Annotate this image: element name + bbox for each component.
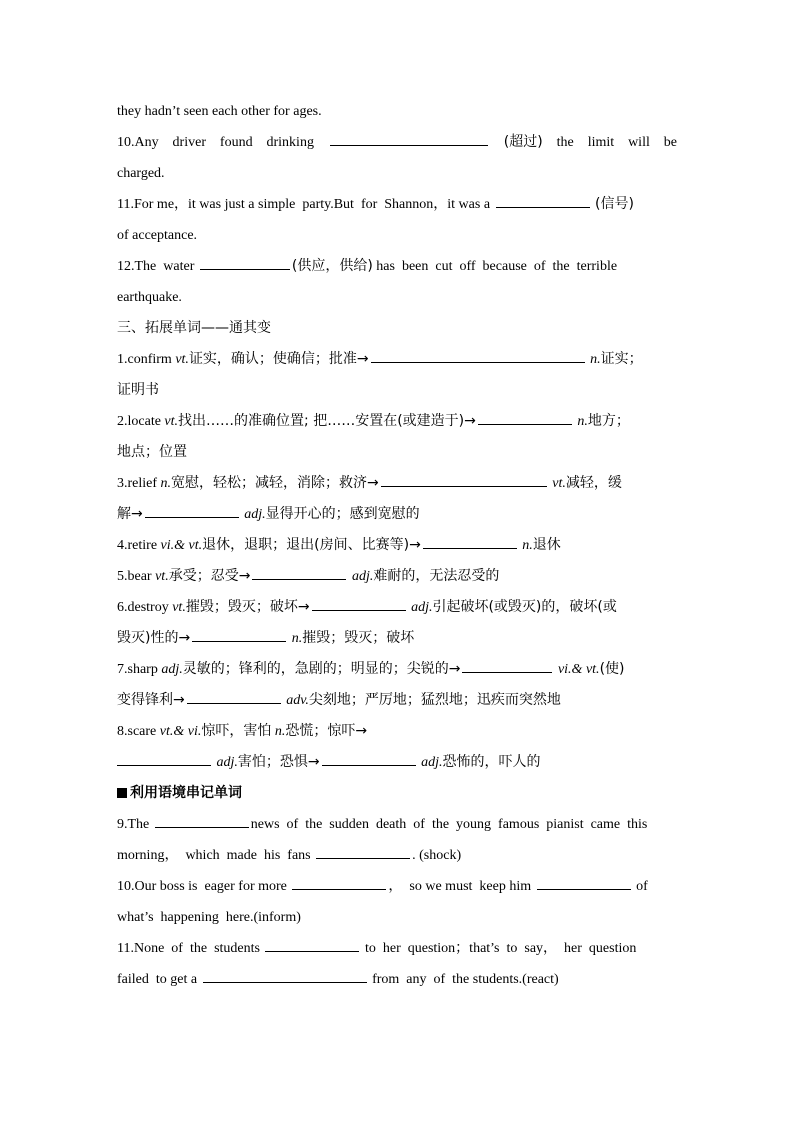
black-square-icon [117,788,127,798]
answer-blank[interactable] [203,967,367,983]
headword: 4.retire [117,538,158,553]
part-of-speech: vt. [164,414,179,429]
sentence-text: from any of the students.(react) [372,972,559,987]
definition: 摧毁；毁灭；破坏→ [185,599,310,615]
chinese-hint: (超过) [503,134,543,150]
definition: 承受；忍受→ [168,568,251,584]
word: drinking [266,135,314,150]
sentence-line [117,158,677,189]
definition: 地点；位置 [117,444,187,460]
vocab-item-2-cont [117,437,677,468]
definition: 难耐的，无法忍受的 [373,568,500,584]
vocab-item-8 [117,716,677,747]
part-of-speech: adj. [244,507,266,522]
sentence-text: earthquake. [117,290,182,305]
part-of-speech: adj. [351,569,374,584]
vocab-item-3-cont [117,499,677,530]
sentence-text: 11.None of the students [117,941,260,956]
part-of-speech: n. [522,538,533,553]
word: will [628,135,650,150]
definition: (使) [599,661,625,677]
sentence-text: of acceptance. [117,228,198,243]
vocab-item-7-cont [117,685,677,716]
section-heading [117,313,677,344]
part-of-speech: vi.& vt. [557,662,600,677]
sentence-text: what’s happening here.(inform) [117,910,301,925]
definition: 找出……的准确位置; 把……安置在(或建造于)→ [178,413,476,429]
sentence-text: 12.The water [117,259,195,274]
answer-blank[interactable] [155,812,249,828]
context-question-11-cont [117,964,677,995]
answer-blank[interactable] [192,626,286,642]
answer-blank[interactable] [537,874,631,890]
definition: 摧毁；毁灭；破坏 [302,630,415,646]
headword: 6.destroy [117,600,169,615]
definition: 证明书 [117,382,159,398]
vocab-item-6-cont [117,623,677,654]
answer-blank[interactable] [265,936,359,952]
definition: 宽慰，轻松；减轻，消除；救济→ [171,475,379,491]
definition: 害怕；恐惧→ [237,754,320,770]
word: driver [172,135,206,150]
answer-blank[interactable] [316,843,410,859]
vocab-item-8-cont [117,747,677,778]
sentence-text: . (shock) [412,848,462,863]
part-of-speech: vt. [155,569,169,584]
definition: 尖刻地；严厉地；猛烈地；迅疾而突然地 [308,692,561,708]
vocab-item-1-cont [117,375,677,406]
definition: 恐慌；惊吓→ [285,723,368,739]
headword: 8.scare [117,724,157,739]
part-of-speech: adj. [411,600,433,615]
answer-blank[interactable] [117,750,211,766]
section-title: 三、拓展单词——通其变 [117,320,271,336]
sentence-text: 11.For me，it was just a simple party.But for Shannon，it was a [117,197,491,212]
headword: 1.confirm [117,352,172,367]
definition: 变得锋利→ [117,692,185,708]
context-question-9 [117,809,677,840]
answer-blank[interactable] [423,533,517,549]
word: limit [587,135,615,150]
chinese-hint: (信号) [595,196,634,212]
context-question-10 [117,871,677,902]
sentence-text: ， so we must keep him [388,879,532,894]
question-10-line [117,127,677,158]
context-question-11 [117,933,677,964]
definition: 惊吓，害怕 [201,723,272,739]
headword: 3.relief [117,476,158,491]
word: found [219,135,253,150]
vocab-item-2 [117,406,677,437]
part-of-speech: n. [590,352,601,367]
headword: 2.locate [117,414,161,429]
vocab-item-1 [117,344,677,375]
sentence-text: 9.The [117,817,150,832]
answer-blank[interactable] [330,130,488,146]
question-number: 10.Any [117,135,159,150]
sentence-text: they hadn’t seen each other for ages. [117,104,322,119]
vocab-item-3 [117,468,677,499]
answer-blank[interactable] [322,750,416,766]
answer-blank[interactable] [462,657,552,673]
part-of-speech: vt. [172,600,186,615]
answer-blank[interactable] [371,347,585,363]
sentence-text: charged. [117,166,165,181]
word: the [556,135,574,150]
definition: 退休 [532,537,561,553]
answer-blank[interactable] [496,192,590,208]
sentence-text: has been cut off because of the terrible [376,259,618,274]
part-of-speech: vt. [175,352,189,367]
headword: 5.bear [117,569,152,584]
vocab-item-6 [117,592,677,623]
context-question-9-cont [117,840,677,871]
sentence-text: of [636,879,648,894]
answer-blank[interactable] [478,409,572,425]
definition: 灵敏的；锋利的，急剧的；明显的；尖锐的→ [182,661,461,677]
definition: 证实，确认；使确信；批准→ [188,351,369,367]
definition: 证实； [600,351,643,367]
answer-blank[interactable] [312,595,406,611]
vocab-item-7 [117,654,677,685]
sentence-text: failed to get a [117,972,198,987]
vocab-item-5 [117,561,677,592]
part-of-speech: adj. [216,755,238,770]
question-11-line [117,189,677,220]
definition: 引起破坏(或毁灭)的，破坏(或 [432,599,617,615]
answer-blank[interactable] [145,502,239,518]
answer-blank[interactable] [381,471,547,487]
part-of-speech: n. [160,476,172,491]
part-of-speech: vi.& vt. [160,538,203,553]
definition: 恐怖的，吓人的 [442,754,541,770]
subsection-title: 利用语境串记单词 [130,785,242,801]
definition: 毁灭)性的→ [117,630,191,646]
part-of-speech: adv. [286,693,309,708]
part-of-speech: adj. [161,662,183,677]
sentence-text: news of the sudden death of the young famous pianist came this [250,817,648,832]
answer-blank[interactable] [292,874,386,890]
definition: 解→ [117,506,143,522]
definition: 显得开心的；感到宽慰的 [265,506,420,522]
vocab-item-4 [117,530,677,561]
subsection-heading [117,778,677,809]
part-of-speech: vt. [552,476,566,491]
part-of-speech: n. [577,414,588,429]
headword: 7.sharp [117,662,158,677]
answer-blank[interactable] [187,688,281,704]
sentence-line [117,220,677,251]
answer-blank[interactable] [200,254,290,270]
sentence-text: morning， which made his fans [117,848,311,863]
sentence-line [117,282,677,313]
word: be [663,135,677,150]
answer-blank[interactable] [252,564,346,580]
sentence-line [117,96,677,127]
chinese-hint: (供应，供给) [291,258,373,274]
sentence-text: to her question；that’s to say， her question [364,941,637,956]
context-question-10-cont [117,902,677,933]
part-of-speech: adj. [421,755,443,770]
worksheet-page [117,96,677,995]
definition: 减轻，缓 [565,475,622,491]
part-of-speech: n. [274,724,286,739]
definition: 地方； [587,413,630,429]
question-12-line [117,251,677,282]
definition: 退休，退职；退出(房间、比赛等)→ [202,537,421,553]
sentence-text: 10.Our boss is eager for more [117,879,287,894]
part-of-speech: n. [291,631,303,646]
part-of-speech: vt.& vi. [159,724,202,739]
